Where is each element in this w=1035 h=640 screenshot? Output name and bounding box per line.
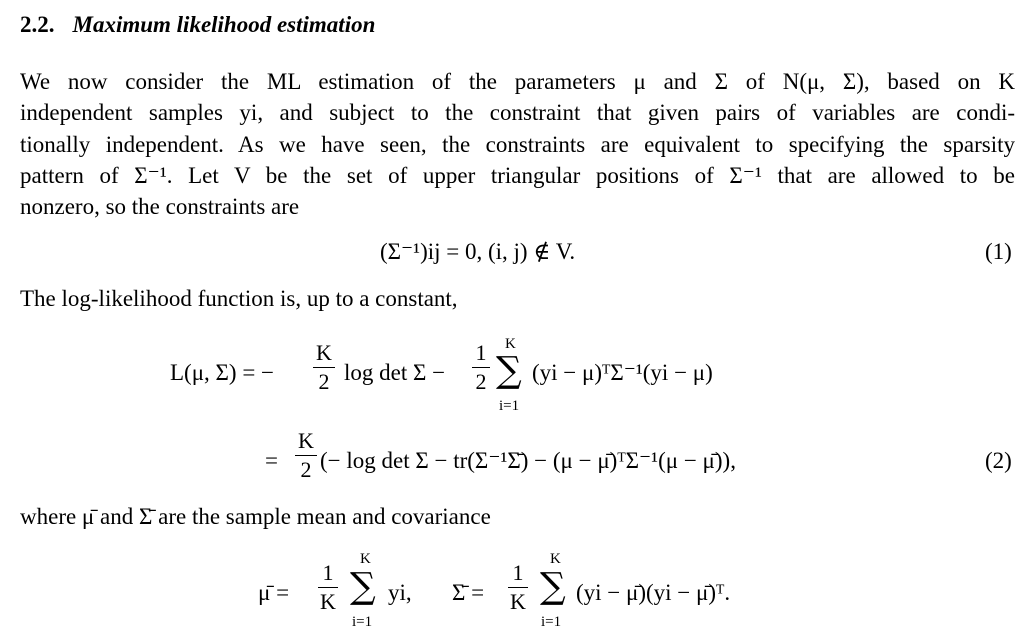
eq3-mu-frac: [318, 560, 338, 615]
eq2-frac-den: 2: [318, 369, 330, 394]
eq2-frac2-den: 2: [475, 369, 487, 394]
para1-line-5: nonzero, so the constraints are: [20, 194, 300, 220]
eq2-line2-rhs: (− log det Σ − tr(Σ⁻¹Σ̄) − (μ − μ̄)ᵀΣ⁻¹(μ − μ̄)),: [320, 448, 736, 473]
eq2-line2-frac-den: 2: [300, 457, 312, 482]
eq2-frac2-num: 1: [475, 340, 487, 365]
eq3-mu-frac-num: 1: [322, 560, 334, 585]
eq3-sigma-rhs: (yi − μ̄)(yi − μ̄)ᵀ.: [576, 580, 731, 605]
section-heading: [20, 12, 375, 38]
paragraph-intro: [20, 66, 1015, 222]
section-title: Maximum likelihood estimation: [72, 12, 376, 37]
para1-line-3: tionally independent. As we have seen, the constraints are equivalent to specifying the sparsity: [20, 131, 1015, 157]
eq3-sigma-frac: [508, 560, 528, 615]
eq2-logdet: log det Σ −: [344, 360, 446, 385]
eq2-line2-frac: [295, 428, 317, 483]
section-number: 2.2.: [20, 12, 55, 37]
eq2-sum-upper: K: [505, 336, 516, 352]
eq3-sigma-sum-upper: K: [550, 551, 561, 567]
equation-2-number: (2): [985, 448, 1012, 473]
equation-1: (Σ⁻¹)ij = 0, (i, j) ∉ V.: [380, 239, 576, 264]
eq3-mu-summation-sign: ∑: [350, 566, 376, 607]
eq2-lhs: L(μ, Σ) = −: [170, 360, 275, 385]
eq2-frac-half: [472, 340, 490, 395]
eq3-sigma-frac-num: 1: [512, 560, 524, 585]
eq3-mu-lhs: μ̄ =: [258, 580, 290, 605]
equation-1-number: (1): [985, 239, 1012, 264]
eq3-mu-frac-den: K: [320, 589, 336, 614]
paragraph-sample-stats: where μ̄ and Σ̄ are the sample mean and covariance: [20, 504, 491, 529]
eq3-sigma-frac-den: K: [510, 589, 526, 614]
eq3-sigma-lhs: Σ̄ =: [452, 580, 485, 605]
para1-line-1: We now consider the ML estimation of the parameters μ and Σ of N(μ, Σ), based on K: [20, 69, 1016, 94]
eq3-sigma-summation-sign: ∑: [540, 566, 566, 607]
eq2-line2-equals: =: [265, 448, 278, 473]
para1-line-2: independent samples yi, and subject to the constraint that given pairs of variables are condi-: [20, 100, 1015, 126]
para1-line-4: pattern of Σ⁻¹. Let V be the set of upper triangular positions of Σ⁻¹ that are allowed to be: [20, 162, 1015, 188]
eq2-summation-sign: ∑: [496, 350, 522, 391]
eq2-frac-num: K: [316, 340, 332, 365]
eq3-mu-sum-upper: K: [360, 551, 371, 567]
paragraph-loglik: The log-likelihood function is, up to a constant,: [20, 286, 458, 311]
eq3-mu-sum-lower: i=1: [352, 614, 373, 630]
eq2-sum-lower: i=1: [499, 398, 520, 414]
eq2-line2-frac-num: K: [298, 428, 314, 453]
eq2-line1-rhs: (yi − μ)ᵀΣ⁻¹(yi − μ): [532, 360, 713, 385]
eq3-mu-rhs: yi,: [388, 580, 412, 605]
eq2-frac-k-over-2: [313, 340, 335, 395]
eq3-sigma-sum-lower: i=1: [541, 614, 562, 630]
